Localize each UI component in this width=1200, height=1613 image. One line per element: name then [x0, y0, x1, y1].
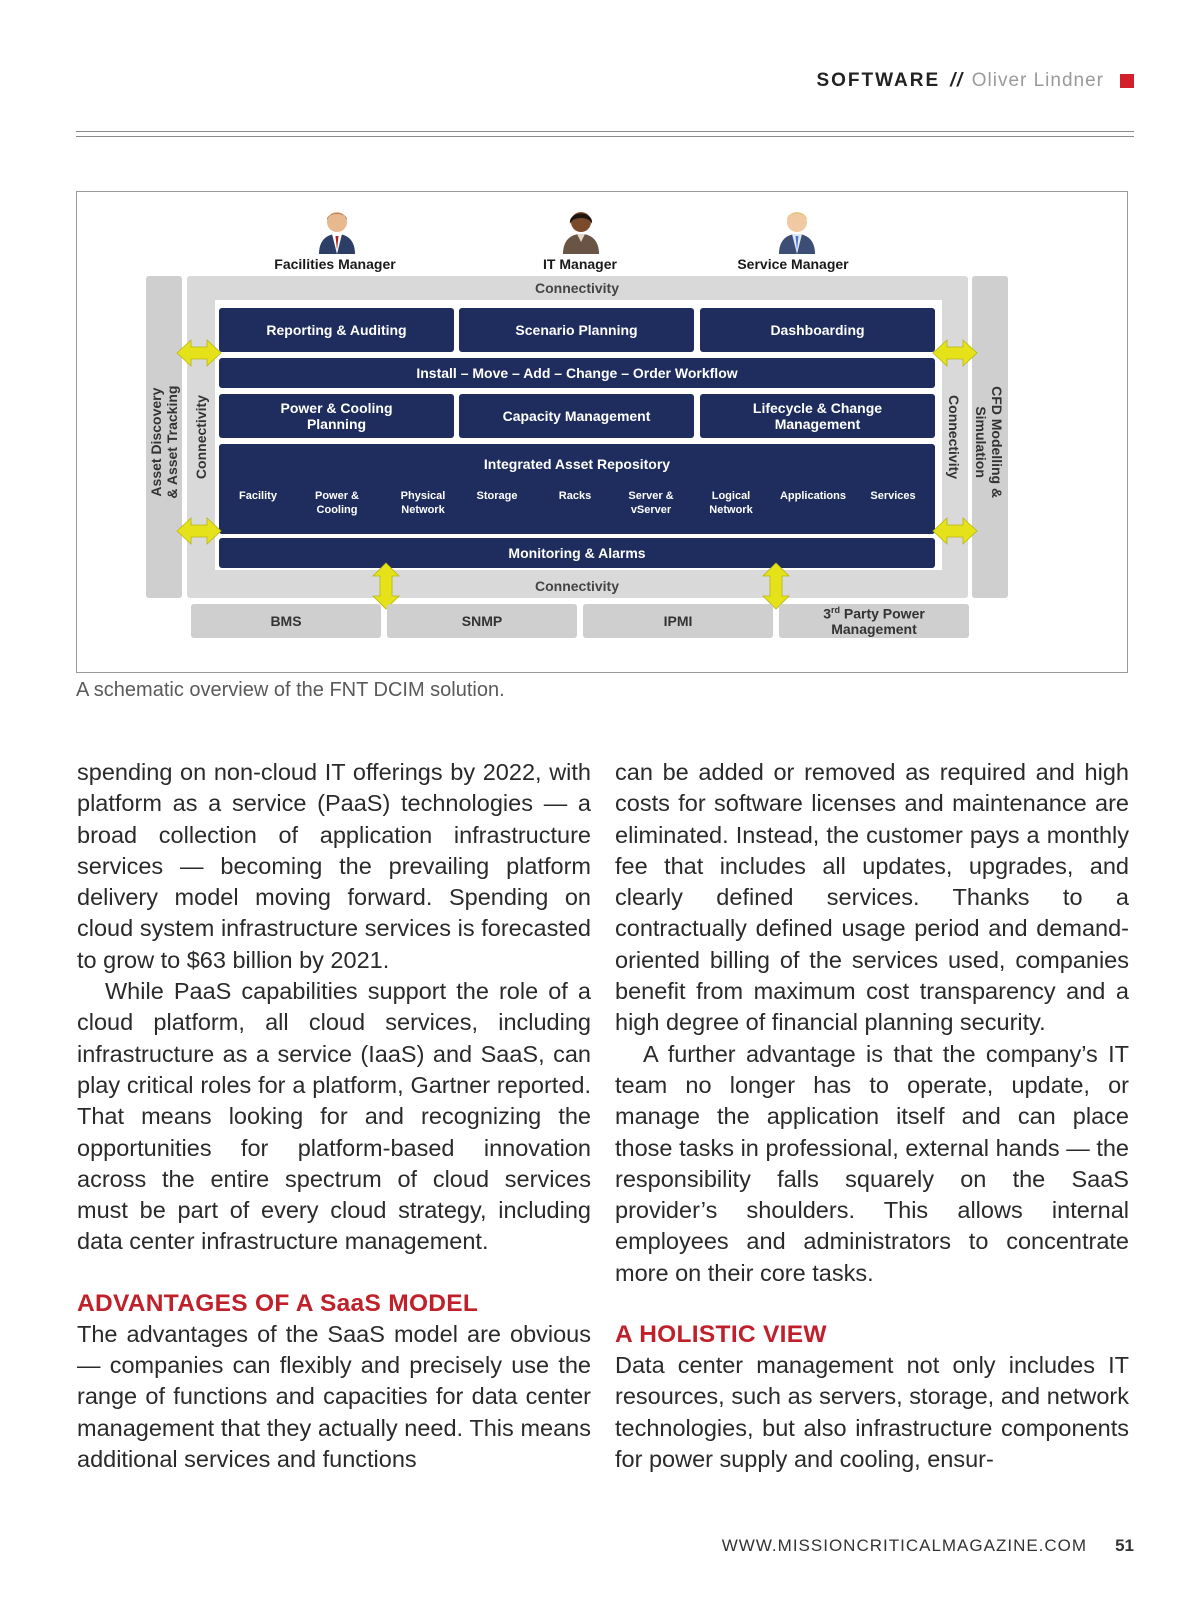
section-name: SOFTWARE: [816, 70, 941, 91]
header-separator: //: [950, 70, 964, 91]
spacer: [615, 1289, 1129, 1319]
lifecycle-change-line2: Management: [774, 416, 861, 432]
third-party-suffix: Party Power: [839, 605, 925, 622]
figure-caption: A schematic overview of the FNT DCIM solution.: [76, 679, 505, 701]
third-party-power-line1: [823, 605, 925, 622]
left-paragraph-3: The advantages of the SaaS model are obvious — companies can flexibly and precisely use the range of functions and capacities for data center management that they actually need. This means additional services and functions: [77, 1320, 591, 1472]
red-square-icon: [1120, 74, 1134, 88]
third-party-sup: rd: [830, 604, 840, 615]
left-paragraph-1: spending on non-cloud IT offerings by 2022, with platform as a service (PaaS) technologies — a broad collection of application infrastructure services — becoming the prevailing platform delivery model moving forward. Spending on cloud system infrastructure services is forecasted to grow to $63 billion by 2021.: [77, 759, 591, 973]
third-party-power-line2: Management: [831, 621, 917, 638]
workflow-bar: Install – Move – Add – Change – Order Workflow: [219, 358, 935, 388]
repo-item-line1: Storage: [476, 490, 518, 502]
asset-discovery-label-line1: Asset Discovery: [147, 387, 164, 497]
arrows-overlay: [77, 192, 1127, 672]
right-column: [615, 757, 1129, 1475]
running-header: [816, 70, 1134, 92]
connectivity-left-label: Connectivity: [192, 395, 209, 480]
repo-item-line1: Services: [870, 490, 916, 502]
down-arrow-right: [763, 563, 789, 609]
page-number: 51: [1115, 1536, 1134, 1555]
spacer: [77, 1258, 591, 1288]
repo-item-line1: Logical: [711, 490, 751, 502]
left-arrow-top: [177, 340, 221, 366]
repo-item-line2: Cooling: [316, 503, 358, 516]
left-column: [77, 757, 591, 1475]
lifecycle-change-line1: Lifecycle & Change: [752, 399, 883, 416]
repo-item-line1: Server &: [628, 490, 674, 502]
cfd-label-line2: Simulation: [973, 406, 989, 478]
left-paragraph-2: While PaaS capabilities support the role of a cloud platform, all cloud services, including infrastructure as a service (IaaS) and SaaS, can play critical roles for a platform, Gartner reported. That means looking for and recognizing the opportunities for platform-based innovation across the entire spectrum of cloud services must be part of every cloud strategy, including data center infrastructure management.: [77, 978, 591, 1255]
header-rule-top: [76, 131, 1134, 132]
ipmi-box: IPMI: [583, 604, 773, 638]
page-footer: [722, 1536, 1134, 1556]
header-rule-bottom: [76, 136, 1134, 137]
power-cooling-planning-line1: Power & Cooling: [280, 399, 393, 416]
heading-saas-advantages: ADVANTAGES OF A SaaS MODEL: [77, 1289, 479, 1317]
scenario-planning-box: Scenario Planning: [459, 308, 694, 352]
right-paragraph-3: Data center management not only includes IT resources, such as servers, storage, and network technologies, but also infrastructure components for power supply and cooling, ensur-: [615, 1352, 1129, 1472]
right-arrow-bottom: [933, 518, 977, 544]
author-name: Oliver Lindner: [971, 70, 1104, 91]
repo-item-line1: Facility: [239, 490, 277, 502]
dcim-diagram: [77, 192, 1127, 672]
dashboarding-box: Dashboarding: [700, 308, 935, 352]
capacity-management-box: Capacity Management: [459, 394, 694, 438]
connectivity-bottom-label: Connectivity: [534, 578, 619, 594]
connectivity-top-label: Connectivity: [534, 280, 619, 296]
repo-item-line2: vServer: [630, 503, 672, 516]
connectivity-right-label: Connectivity: [946, 395, 963, 480]
dcim-figure: [76, 191, 1128, 673]
right-paragraph-1: can be added or removed as required and high costs for software licenses and maintenance are eliminated. Instead, the customer pays a monthly fee that includes all updates, upgrades, and clearly defined services. Thanks to a contractually defined usage period and demand-oriented billing of the services used, companies benefit from maximum cost transparency and a high degree of financial planning security.: [615, 759, 1129, 1036]
power-cooling-planning-line2: Planning: [306, 416, 367, 432]
down-arrow-left: [373, 563, 399, 609]
footer-url: WWW.MISSIONCRITICALMAGAZINE.COM: [721, 1536, 1088, 1555]
cfd-label-line1: CFD Modelling &: [989, 386, 1006, 499]
left-arrow-bottom: [177, 518, 221, 544]
asset-discovery-label-line2: & Asset Tracking: [164, 385, 180, 499]
role-it-manager: IT Manager: [543, 256, 617, 272]
right-arrow-top: [933, 340, 977, 366]
third-party-power-box: [779, 604, 969, 638]
bms-box: BMS: [191, 604, 381, 638]
repo-item-line1: Power &: [314, 490, 359, 502]
role-facilities-manager: Facilities Manager: [274, 256, 396, 272]
repo-item-line2: Network: [401, 503, 445, 516]
third-party-number: 3: [823, 605, 831, 622]
repo-item-line1: Physical: [400, 490, 446, 502]
repo-item-line1: Racks: [558, 490, 592, 502]
role-service-manager: Service Manager: [737, 256, 849, 272]
heading-holistic-view: A HOLISTIC VIEW: [615, 1321, 827, 1349]
repo-item-line1: Applications: [779, 490, 846, 502]
snmp-box: SNMP: [387, 604, 577, 638]
right-paragraph-2: A further advantage is that the company’s IT team no longer has to operate, update, or manage the application itself and can place those tasks in professional, external hands — the responsibility falls squarely on the SaaS provider’s shoulders. This allows internal employees and administrators to concentrate more on their core tasks.: [615, 1040, 1129, 1286]
monitoring-alarms-bar: Monitoring & Alarms: [219, 538, 935, 568]
repo-item-line2: Network: [709, 503, 753, 516]
asset-repository-title: Integrated Asset Repository: [483, 456, 671, 472]
reporting-auditing-box: Reporting & Auditing: [219, 308, 454, 352]
